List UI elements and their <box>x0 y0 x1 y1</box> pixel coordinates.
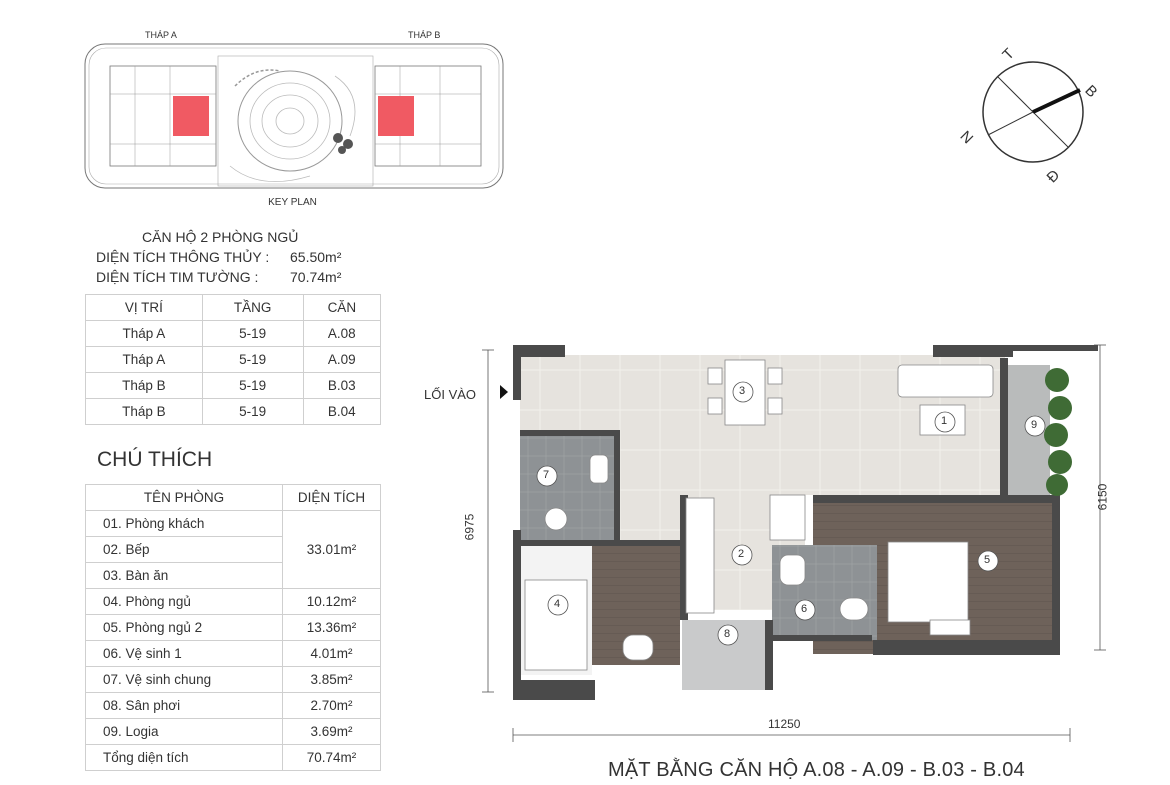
room-number-3: 3 <box>739 385 746 397</box>
gross-area-value: 70.74m² <box>290 269 342 285</box>
cell-unit: A.09 <box>303 347 380 373</box>
cell-floor: 5-19 <box>202 373 303 399</box>
room-area: 13.36m² <box>283 615 381 641</box>
compass <box>956 40 1110 190</box>
compass-n: N <box>956 127 977 148</box>
room-name: 04. Phòng ngủ <box>86 589 283 615</box>
table-row <box>86 321 381 347</box>
room-number-1: 1 <box>941 415 948 427</box>
compass-rose-icon <box>970 40 1110 190</box>
room-number-9: 9 <box>1031 419 1038 431</box>
table-row <box>86 667 381 693</box>
header-floor: TẦNG <box>202 295 303 321</box>
room-name: 01. Phòng khách <box>86 511 283 537</box>
room-name: 05. Phòng ngủ 2 <box>86 615 283 641</box>
table-row <box>86 373 381 399</box>
room-number-8: 8 <box>724 628 731 640</box>
cell-tower: Tháp A <box>86 321 203 347</box>
table-row <box>86 399 381 425</box>
room-area: 3.85m² <box>283 667 381 693</box>
total-area: 70.74m² <box>283 745 381 771</box>
cell-floor: 5-19 <box>202 399 303 425</box>
dimension-right: 6150 <box>1095 483 1110 511</box>
room-name: 08. Sân phơi <box>86 693 283 719</box>
net-area-label: DIỆN TÍCH THÔNG THỦY : <box>96 249 270 265</box>
cell-tower: Tháp B <box>86 399 203 425</box>
plan-title: MẶT BẰNG CĂN HỘ A.08 - A.09 - B.03 - B.04 <box>608 759 1025 781</box>
room-number-6: 6 <box>801 603 808 615</box>
room-area-table <box>85 484 381 771</box>
total-label: Tổng diện tích <box>86 745 283 771</box>
cell-floor: 5-19 <box>202 321 303 347</box>
room-number-2: 2 <box>738 548 745 560</box>
room-area: 3.69m² <box>283 719 381 745</box>
table-row <box>86 589 381 615</box>
apartment-type: CĂN HỘ 2 PHÒNG NGỦ <box>142 229 299 245</box>
net-area-value: 65.50m² <box>290 249 342 265</box>
room-table-header <box>86 485 381 511</box>
cell-tower: Tháp B <box>86 373 203 399</box>
cell-tower: Tháp A <box>86 347 203 373</box>
header-area: DIỆN TÍCH <box>283 485 381 511</box>
room-area: 2.70m² <box>283 693 381 719</box>
table-row <box>86 719 381 745</box>
cell-unit: B.03 <box>303 373 380 399</box>
legend-title: CHÚ THÍCH <box>97 448 213 471</box>
room-area: 33.01m² <box>283 511 381 589</box>
gross-area-label: DIỆN TÍCH TIM TƯỜNG : <box>96 269 259 285</box>
table-row <box>86 511 381 537</box>
floor-plan <box>420 330 1140 750</box>
room-name: 03. Bàn ăn <box>86 563 283 589</box>
room-number-5: 5 <box>984 554 991 566</box>
table-row <box>86 347 381 373</box>
location-table-header <box>86 295 381 321</box>
cell-floor: 5-19 <box>202 347 303 373</box>
room-number-4: 4 <box>554 598 561 610</box>
compass-b: B <box>1081 81 1101 102</box>
location-table <box>85 294 381 425</box>
cell-unit: A.08 <box>303 321 380 347</box>
table-row <box>86 615 381 641</box>
room-name: 07. Vệ sinh chung <box>86 667 283 693</box>
compass-d: Đ <box>1043 166 1064 187</box>
room-name: 06. Vệ sinh 1 <box>86 641 283 667</box>
table-row <box>86 641 381 667</box>
dimension-bottom: 11250 <box>768 717 801 731</box>
compass-t: T <box>999 45 1018 64</box>
tower-a-label: THÁP A <box>145 30 177 40</box>
key-plan-drawing <box>80 26 505 196</box>
room-number-7: 7 <box>543 469 550 481</box>
key-plan <box>80 26 505 216</box>
room-area: 4.01m² <box>283 641 381 667</box>
room-area: 10.12m² <box>283 589 381 615</box>
key-plan-title: KEY PLAN <box>268 197 317 208</box>
entrance-label: LỐI VÀO <box>424 387 477 402</box>
table-row-total <box>86 745 381 771</box>
dimension-left: 6975 <box>462 513 477 541</box>
room-name: 09. Logia <box>86 719 283 745</box>
room-name: 02. Bếp <box>86 537 283 563</box>
header-position: VỊ TRÍ <box>86 295 203 321</box>
tower-b-label: THÁP B <box>408 30 441 40</box>
table-row <box>86 693 381 719</box>
cell-unit: B.04 <box>303 399 380 425</box>
header-unit: CĂN <box>303 295 380 321</box>
floor-plan-drawing <box>420 330 1140 750</box>
header-room-name: TÊN PHÒNG <box>86 485 283 511</box>
